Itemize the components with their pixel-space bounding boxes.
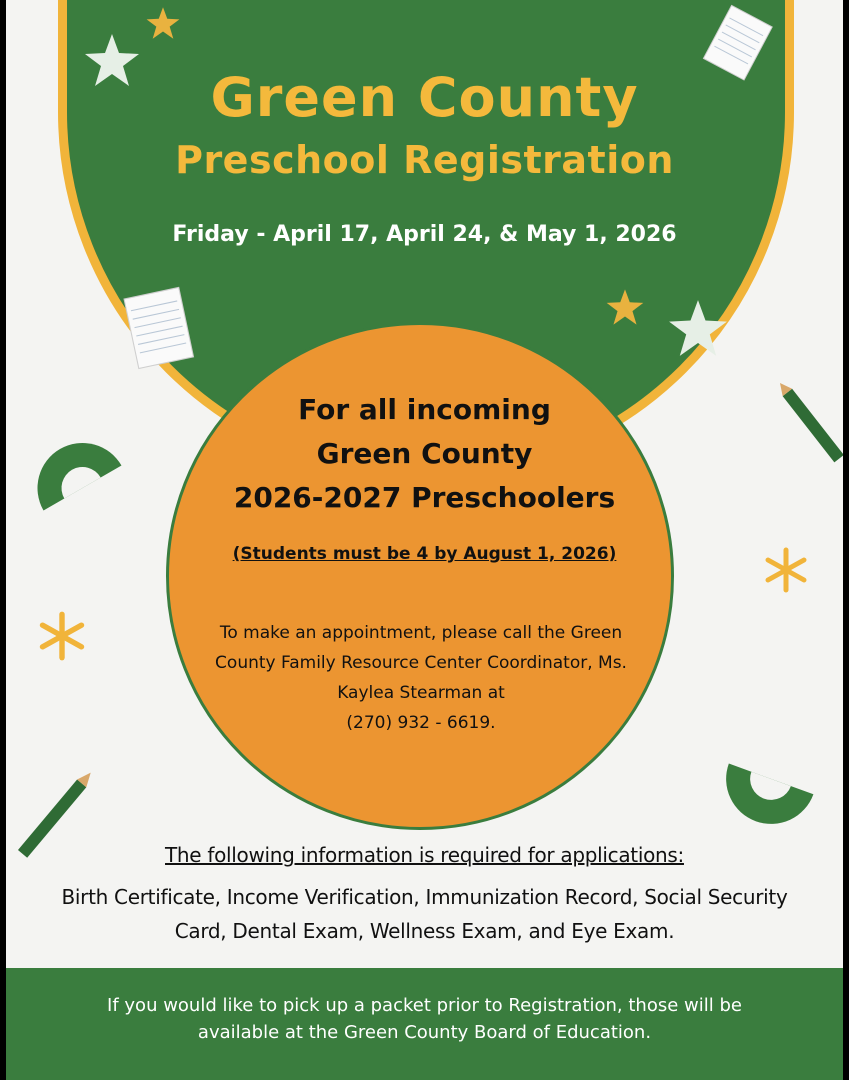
flyer (6, 0, 843, 1080)
contact-line: To make an appointment, please call the Green (219, 623, 623, 643)
pencil-icon (776, 372, 843, 476)
page-title: Green County (210, 66, 639, 129)
audience-heading (6, 388, 843, 520)
requirements-list (36, 880, 813, 948)
star-icon (146, 6, 180, 40)
registration-dates: Friday - April 17, April 24, & May 1, 2026 (172, 222, 677, 247)
star-icon (606, 288, 644, 326)
contact-line: Kaylea Stearman at (337, 683, 505, 703)
requirements-heading: The following information is required for applications: (165, 843, 684, 867)
protractor-icon (710, 738, 822, 838)
requirements-line: Birth Certificate, Income Verification, Immunization Record, Social Security (61, 885, 788, 909)
notepaper-icon (116, 286, 202, 372)
contact-info (176, 618, 666, 738)
sparkle-icon (36, 610, 88, 662)
contact-line: County Family Resource Center Coordinator, Ms. (215, 653, 627, 673)
protractor-icon (20, 420, 130, 520)
footer-line: If you would like to pick up a packet prior to Registration, those will be (107, 995, 742, 1016)
audience-line: For all incoming (298, 393, 551, 426)
sparkle-icon (762, 546, 810, 594)
star-icon (668, 298, 728, 358)
packet-pickup-note (46, 992, 803, 1046)
audience-line: 2026-2027 Preschoolers (233, 481, 616, 514)
page-subtitle: Preschool Registration (175, 138, 674, 182)
footer-line: available at the Green County Board of Education. (197, 1022, 652, 1043)
audience-line: Green County (316, 437, 533, 470)
footer-banner (6, 968, 843, 1080)
phone-number: (270) 932 - 6619. (346, 713, 496, 733)
age-requirement: (Students must be 4 by August 1, 2026) (232, 544, 617, 564)
requirements-line: Card, Dental Exam, Wellness Exam, and Eye Exam. (174, 919, 675, 943)
